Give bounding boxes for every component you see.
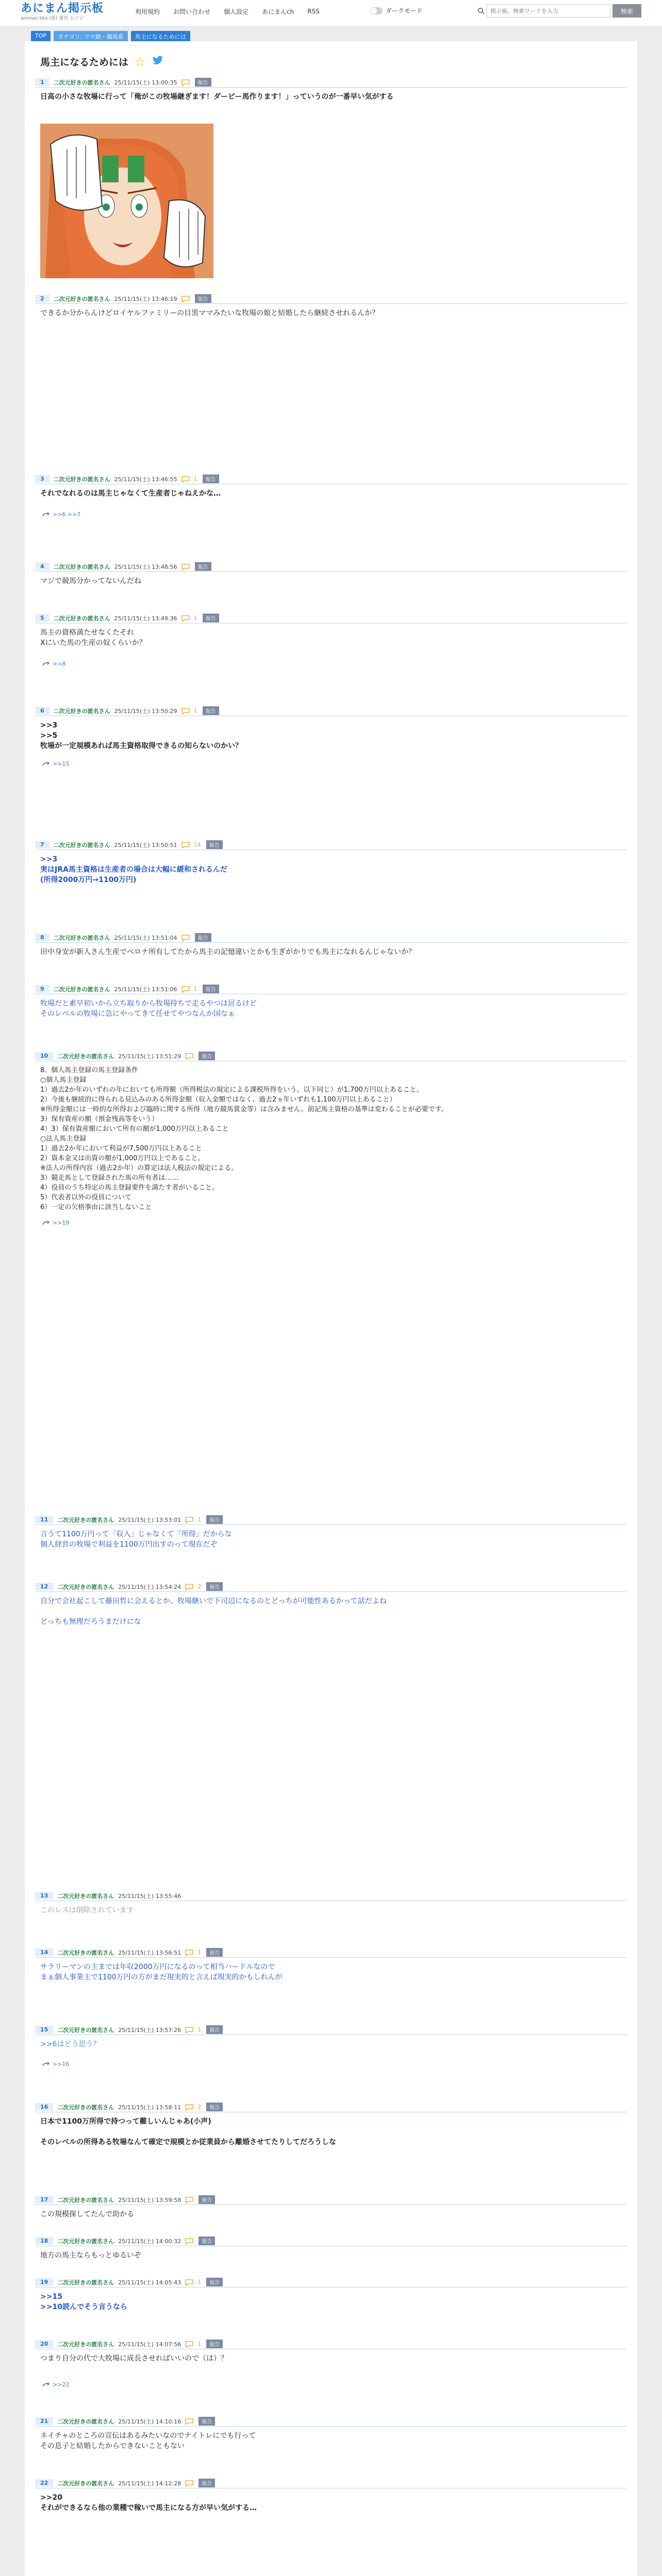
- report-button[interactable]: 報告: [206, 2340, 223, 2348]
- reply-icon[interactable]: [185, 1583, 193, 1590]
- post-number[interactable]: 3: [35, 475, 49, 483]
- post: [35, 1515, 627, 1550]
- toggle-knob: [371, 8, 377, 14]
- poster-name: 二次元好きの匿名さん: [53, 841, 110, 849]
- report-button[interactable]: 報告: [206, 1515, 223, 1524]
- poster-name: 二次元好きの匿名さん: [57, 1053, 114, 1060]
- post-header: [35, 2195, 627, 2205]
- reply-arrow-icon: [42, 761, 49, 767]
- post-number[interactable]: 11: [35, 1516, 53, 1523]
- reply-icon[interactable]: [181, 986, 190, 993]
- reply-icon[interactable]: [181, 615, 190, 622]
- reply-icon[interactable]: [185, 2104, 193, 2111]
- post-number[interactable]: 4: [35, 563, 49, 570]
- post: [35, 2416, 627, 2451]
- post: [35, 474, 627, 518]
- reply-icon[interactable]: [185, 2238, 193, 2245]
- post-date: 25/11/15(土) 13:56:51: [118, 1949, 181, 1956]
- post-body: それでなれるのは馬主じゃなくて生産者じゃねえかな…: [40, 489, 221, 498]
- post-body: >>6はどう思う？: [40, 2040, 101, 2048]
- post: [35, 1947, 627, 1982]
- report-button[interactable]: 報告: [198, 2417, 215, 2426]
- reply-ref-links[interactable]: >>19: [53, 1219, 70, 1226]
- post-header: [35, 2236, 627, 2246]
- post-number[interactable]: 16: [35, 2103, 53, 2111]
- report-button[interactable]: 報告: [206, 840, 223, 849]
- breadcrumb-top[interactable]: TOP: [31, 31, 51, 42]
- post-number[interactable]: 20: [35, 2340, 53, 2348]
- reply-arrow-icon: [42, 1221, 49, 1226]
- post-body: 馬主の資格満たせなくたそれ Xにいた馬の生産の奴くらいか？: [40, 629, 146, 647]
- poster-name: 二次元好きの匿名さん: [53, 986, 110, 993]
- post: [35, 77, 627, 102]
- reply-refs[interactable]: [35, 2061, 627, 2067]
- dark-mode-label: ダークモード: [386, 7, 423, 14]
- site-logo[interactable]: [21, 2, 104, 22]
- report-button[interactable]: 報告: [195, 78, 211, 87]
- post-body: 牧場だと素早初いから立ち取りから牧場持ちで走るやつは居るけど そのレベルの牧場に急にやってきて任せてやつなんか国なぁ: [40, 999, 257, 1018]
- post-body: 言うて1100万円って「収入」じゃなくて「所得」だからな 個人経営の牧場で利益を1100万円出すのって現在だぞ: [40, 1530, 232, 1549]
- post: [35, 2277, 627, 2312]
- poster-name: 二次元好きの匿名さん: [57, 2418, 114, 2425]
- breadcrumb-category[interactable]: カテゴリ: ウマ娘・競馬系: [54, 31, 128, 42]
- post-header: [35, 1515, 627, 1525]
- post-header: [35, 840, 627, 850]
- post-date: 25/11/15(土) 13:50:51: [114, 841, 177, 849]
- report-button[interactable]: 報告: [195, 294, 211, 303]
- post-date: 25/11/15(土) 13:49:36: [114, 615, 177, 622]
- report-button[interactable]: 報告: [198, 2479, 215, 2487]
- reply-icon[interactable]: [181, 79, 190, 86]
- post-header: [35, 474, 627, 484]
- post-date: 25/11/15(土) 13:48:56: [114, 563, 177, 570]
- post-header: [35, 1947, 627, 1958]
- reply-count: 2: [197, 2104, 202, 2110]
- post-header: [35, 2416, 627, 2427]
- post: [35, 294, 627, 318]
- reply-refs[interactable]: [35, 1219, 627, 1226]
- report-button[interactable]: 報告: [206, 1948, 223, 1957]
- post-header: [35, 294, 627, 304]
- reply-arrow-icon: [42, 662, 49, 667]
- post: [35, 2195, 627, 2219]
- nav-animanch[interactable]: あにまんch: [262, 8, 294, 15]
- search-bar: [475, 4, 641, 18]
- manga-panel-image[interactable]: [40, 124, 213, 278]
- reply-icon[interactable]: [181, 295, 190, 302]
- post-body: できるか分からんけどロイヤルファミリーの目黒ママみたいな牧場の娘と結婚したら継続させれるんか？: [40, 309, 379, 317]
- favorite-star-icon[interactable]: ☆: [135, 54, 146, 69]
- twitter-bird-icon[interactable]: [152, 56, 163, 67]
- post-date: 25/11/15(土) 14:07:56: [118, 2341, 181, 2348]
- poster-name: 二次元好きの匿名さん: [57, 2279, 114, 2286]
- post-date: 25/11/15(土) 14:10:16: [118, 2418, 181, 2425]
- post-header: [35, 613, 627, 623]
- post-date: 25/11/15(土) 13:00:35: [114, 79, 177, 86]
- reply-count: 14: [193, 841, 201, 848]
- post-number[interactable]: 5: [35, 614, 49, 622]
- post-number[interactable]: 21: [35, 2417, 53, 2425]
- post-date: 25/11/15(土) 13:51:06: [114, 986, 177, 993]
- reply-icon[interactable]: [181, 841, 190, 849]
- post-number[interactable]: 14: [35, 1948, 53, 1956]
- poster-name: 二次元好きの匿名さん: [57, 1516, 114, 1523]
- post-body: 日本で1100万所得で持つって難しいんじゃあ(小声) そのレベルの所得ある牧場なんて確定で規模とか従業員から離婚させてたりしてだろうしな: [40, 2117, 336, 2146]
- post-date: 25/11/15(土) 14:05:43: [118, 2279, 181, 2286]
- toggle-track: [370, 7, 383, 14]
- post: [35, 840, 627, 885]
- reply-count: 1: [193, 476, 197, 482]
- post-date: 25/11/15(土) 13:57:26: [118, 2026, 181, 2033]
- post: [35, 2339, 627, 2388]
- poster-name: 二次元好きの匿名さん: [57, 1949, 114, 1956]
- reply-icon[interactable]: [181, 934, 190, 941]
- reply-icon[interactable]: [181, 563, 190, 570]
- breadcrumb-thread[interactable]: 馬主になるためには: [131, 31, 190, 42]
- reply-ref-links[interactable]: >>22: [53, 2381, 70, 2388]
- poster-name: 二次元好きの匿名さん: [53, 79, 110, 86]
- post-date: 25/11/15(土) 13:51:04: [114, 934, 177, 941]
- post-header: [35, 1891, 627, 1901]
- logo-sub: animan bbs (仮) 運営:ヒツジ: [21, 16, 84, 21]
- reply-ref-links[interactable]: >>15: [53, 760, 70, 767]
- post-date: 25/11/15(土) 13:46:19: [114, 295, 177, 302]
- reply-count: 1: [197, 2341, 202, 2347]
- reply-icon[interactable]: [185, 2196, 193, 2204]
- reply-icon[interactable]: [185, 1949, 193, 1956]
- post-number[interactable]: 8: [35, 934, 49, 941]
- poster-name: 二次元好きの匿名さん: [57, 1583, 114, 1590]
- report-button[interactable]: 報告: [203, 706, 219, 715]
- report-button[interactable]: 報告: [198, 2195, 215, 2204]
- report-button[interactable]: 報告: [206, 2103, 223, 2111]
- nav-rss[interactable]: RSS: [307, 8, 320, 15]
- post: [35, 2102, 627, 2147]
- post-number[interactable]: 22: [35, 2479, 53, 2487]
- poster-name: 二次元好きの匿名さん: [57, 2480, 114, 2487]
- reply-refs[interactable]: [35, 511, 627, 518]
- post-number[interactable]: 2: [35, 295, 49, 302]
- reply-count: 1: [193, 707, 197, 714]
- post-body: >>3 >>5 牧場が一定規模あれば馬主資格取得できるの知らないのかい？: [40, 721, 242, 750]
- nav-contact[interactable]: お問い合わせ: [173, 8, 211, 15]
- post-number[interactable]: 19: [35, 2278, 53, 2286]
- poster-name: 二次元好きの匿名さん: [57, 2104, 114, 2111]
- page-title: [40, 55, 163, 69]
- post-header: [35, 562, 627, 572]
- reply-arrow-icon: [42, 2382, 49, 2387]
- post-body: ネイチャのところの宣伝はあるみたいなのでナイトレにでも行って その息子と結婚したからできないこともない: [40, 2432, 256, 2450]
- post: [35, 2478, 627, 2513]
- post-date: 25/11/15(土) 13:55:46: [118, 1892, 181, 1900]
- post-number[interactable]: 13: [35, 1892, 53, 1900]
- reply-icon[interactable]: [181, 476, 190, 483]
- reply-count: 1: [193, 615, 197, 621]
- reply-refs[interactable]: [35, 660, 627, 667]
- deleted-message: このレスは削除されています: [40, 1906, 134, 1914]
- post-body: >>20 それができるなら他の業種で稼いで馬主になる方が早い気がする…: [40, 2494, 257, 2512]
- post-body: サラリーマンの主までは年収2000万円になるのって相当ハードルなので まぁ個人事業主で1100万円の方がまだ現実的と言えば現実的かもしれんが: [40, 1963, 283, 1981]
- post-header: [35, 1582, 627, 1592]
- post-header: [35, 77, 627, 88]
- post-body: 地方の馬主ならもっとゆるいぞ: [40, 2251, 141, 2260]
- post-header: [35, 706, 627, 716]
- reply-icon[interactable]: [181, 707, 190, 715]
- post-date: 25/11/15(土) 14:00:32: [118, 2238, 181, 2245]
- search-button[interactable]: 検索: [613, 4, 641, 18]
- post-body: つまり自分の代で大牧場に成長させればいいので（は）？: [40, 2354, 228, 2363]
- post: [35, 562, 627, 586]
- post-body: 自分で会社起こして藤田哲に会えるとか、牧場継いで下司辺になるのとどっちが可能性あるかって話だよね どっちも無理だろうまだけにな: [40, 1597, 387, 1626]
- reply-count: 2: [197, 1583, 202, 1590]
- post: [35, 1582, 627, 1627]
- post-number[interactable]: 10: [35, 1052, 53, 1060]
- report-button[interactable]: 報告: [203, 614, 219, 622]
- breadcrumb: [31, 31, 190, 42]
- reply-icon[interactable]: [185, 2418, 193, 2425]
- post: [35, 1051, 627, 1226]
- poster-name: 二次元好きの匿名さん: [53, 563, 110, 570]
- post: [35, 933, 627, 957]
- post-date: 25/11/15(土) 13:51:29: [118, 1053, 181, 1060]
- report-button[interactable]: 報告: [198, 1052, 215, 1060]
- dark-mode-toggle[interactable]: [370, 6, 423, 15]
- post-number[interactable]: 17: [35, 2196, 53, 2204]
- report-button[interactable]: 報告: [206, 1582, 223, 1591]
- nav-terms[interactable]: 利用規約: [135, 8, 160, 15]
- report-button[interactable]: 報告: [195, 933, 211, 942]
- thread-title: 馬主になるためには: [40, 57, 129, 68]
- post-header: [35, 2277, 627, 2287]
- reply-icon[interactable]: [185, 2279, 193, 2286]
- post-number[interactable]: 12: [35, 1583, 53, 1590]
- reply-icon[interactable]: [185, 2341, 193, 2348]
- poster-name: 二次元好きの匿名さん: [57, 2238, 114, 2245]
- poster-name: 二次元好きの匿名さん: [53, 295, 110, 302]
- post-header: [35, 984, 627, 994]
- post-body: 8．個人馬主登録の馬主登録条件 ○個人馬主登録 1）過去2か年のいずれの年においても所得額（所得税法の規定による課税所得をいう。以下同じ）が1,700万円以上あること。 2）今後も継続的に得られる見込みのある所得金額（収入金額ではなく、過去2ヵ年いずれも1,100万円以上あること） ※所得金額には一時的な所得および臨時に関する所得（地方競馬賞金等）は含みません。前記馬主資格の基準は変わることが必要です。 3）保有資産の額（預金残高等をいう） 4）3）保有資産額において所有の額が1,000万円以上あること ○法人馬主登録 1）過去2か年において利益が7,500万円以上あること 2）資本金又は出資の額が1,000万円以上であること。 ※法人の所得内容（過去2か年）の算定は法人税法の規定による。 3）競走馬として登録された馬の所有者は…… 4）役員のうち特定の馬主登録要件を満たす者がいること。 5）代表者以外の役員について 6）一定の欠格事由に該当しないこと: [40, 1066, 448, 1211]
- reply-icon[interactable]: [185, 2026, 193, 2033]
- thread-content: [25, 41, 637, 2576]
- post-number[interactable]: 9: [35, 985, 49, 993]
- report-button[interactable]: 報告: [195, 562, 211, 571]
- report-button[interactable]: 報告: [198, 2236, 215, 2245]
- post-body: >>15 >>10読んでそう言うなら: [40, 2293, 127, 2311]
- post-body: 田中身安が新人さん生産でベロナ所有してたから馬主の記憶違いとかも生ぎがかりでも馬主になれるんじゃないか？: [40, 948, 416, 956]
- post-header: [35, 1051, 627, 1061]
- report-button[interactable]: 報告: [203, 985, 219, 993]
- reply-icon[interactable]: [185, 1516, 193, 1523]
- reply-count: 1: [197, 2279, 202, 2285]
- post: [35, 1891, 627, 1916]
- poster-name: 二次元好きの匿名さん: [53, 476, 110, 483]
- reply-refs[interactable]: [35, 760, 627, 767]
- post-body: >>3 実はJRA馬主資格は生産者の場合は大幅に緩和されるんだ (所得2000万円→1100万円): [40, 855, 227, 884]
- post-date: 25/11/15(土) 13:53:01: [118, 1516, 181, 1523]
- post-number[interactable]: 18: [35, 2237, 53, 2245]
- poster-name: 二次元好きの匿名さん: [53, 707, 110, 715]
- post-date: 25/11/15(土) 13:54:24: [118, 1583, 181, 1590]
- post-number[interactable]: 7: [35, 841, 49, 849]
- post-header: [35, 2478, 627, 2488]
- reply-refs[interactable]: [35, 2381, 627, 2388]
- post-header: [35, 2339, 627, 2349]
- reply-count: 1: [197, 2026, 202, 2033]
- poster-name: 二次元好きの匿名さん: [57, 1892, 114, 1900]
- reply-arrow-icon: [42, 2062, 49, 2067]
- post: [35, 613, 627, 667]
- post-date: 25/11/15(土) 13:46:55: [114, 476, 177, 483]
- post-body: この規模探してたんで助かる: [40, 2210, 134, 2218]
- post: [35, 2025, 627, 2067]
- reply-count: 1: [193, 986, 197, 992]
- search-icon: [475, 4, 487, 18]
- post-header: [35, 2025, 627, 2035]
- poster-name: 二次元好きの匿名さん: [57, 2026, 114, 2033]
- reply-arrow-icon: [42, 512, 49, 517]
- search-input[interactable]: [487, 4, 610, 18]
- post: [35, 984, 627, 1019]
- post-date: 25/11/15(土) 13:58:11: [118, 2104, 181, 2111]
- post-date: 25/11/15(土) 13:50:29: [114, 707, 177, 715]
- poster-name: 二次元好きの匿名さん: [57, 2196, 114, 2204]
- poster-name: 二次元好きの匿名さん: [53, 615, 110, 622]
- poster-name: 二次元好きの匿名さん: [53, 934, 110, 941]
- logo-main: あにまん掲示板: [21, 2, 104, 15]
- reply-ref-links[interactable]: >>8: [53, 660, 66, 667]
- report-button[interactable]: 報告: [203, 474, 219, 483]
- post-body: マジで競馬分かってないんだね: [40, 577, 141, 585]
- post: [35, 2236, 627, 2261]
- reply-count: 1: [197, 1949, 202, 1956]
- post-date: 25/11/15(土) 14:12:28: [118, 2480, 181, 2487]
- reply-ref-links[interactable]: >>6 >>7: [53, 511, 81, 518]
- post-number[interactable]: 6: [35, 707, 49, 715]
- reply-icon[interactable]: [185, 1053, 193, 1060]
- reply-count: 1: [197, 1516, 202, 1523]
- post-number[interactable]: 15: [35, 2026, 53, 2033]
- post-body: 日高の小さな牧場に行って「俺がこの牧場継ぎます！ダービー馬作ります！」っていうのが一番早い気がする: [40, 93, 394, 101]
- post: [35, 706, 627, 767]
- poster-name: 二次元好きの匿名さん: [57, 2341, 114, 2348]
- reply-icon[interactable]: [185, 2480, 193, 2487]
- report-button[interactable]: 報告: [206, 2278, 223, 2286]
- top-nav: [135, 0, 320, 23]
- post-date: 25/11/15(土) 13:59:58: [118, 2196, 181, 2204]
- post-header: [35, 2102, 627, 2112]
- post-header: [35, 933, 627, 943]
- report-button[interactable]: 報告: [206, 2025, 223, 2034]
- nav-settings[interactable]: 個人設定: [224, 8, 249, 15]
- reply-ref-links[interactable]: >>16: [53, 2061, 70, 2067]
- site-header: [0, 0, 662, 27]
- post-number[interactable]: 1: [35, 78, 49, 86]
